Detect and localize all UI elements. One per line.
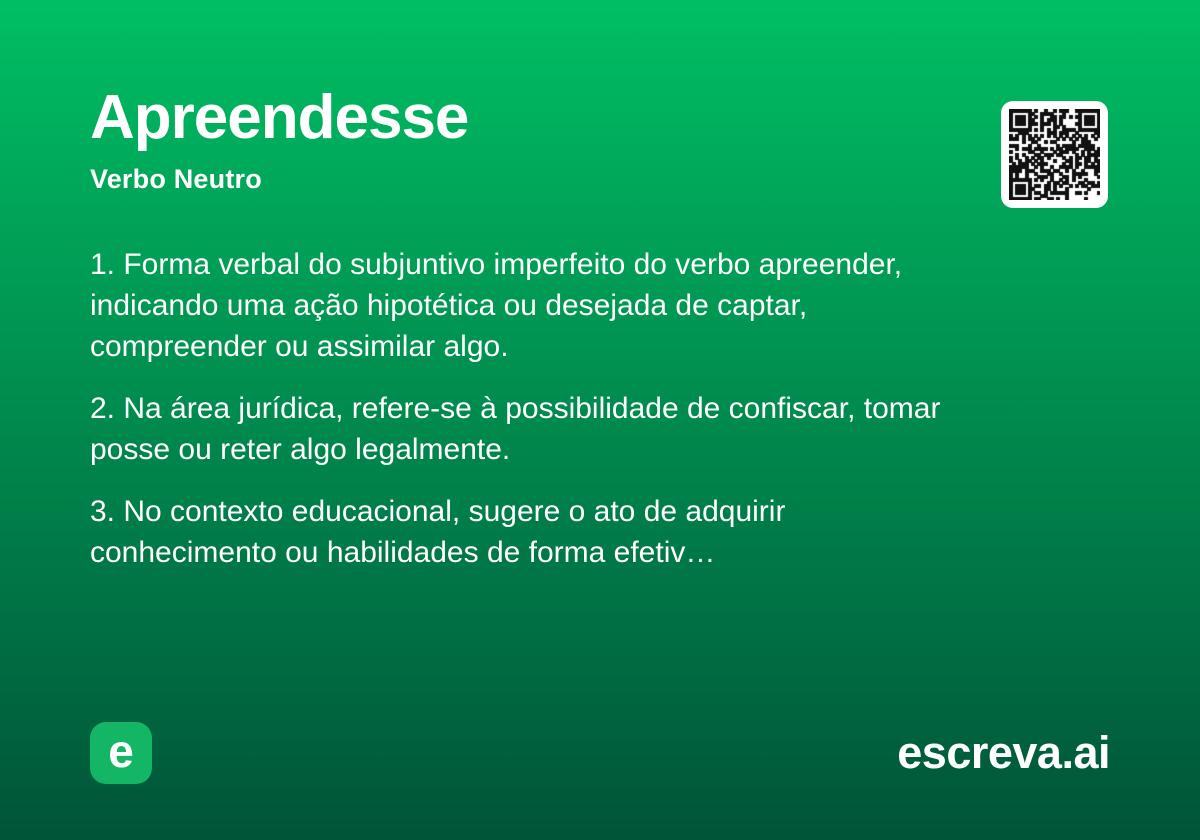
header bbox=[90, 84, 468, 195]
qr-code-pattern bbox=[1009, 109, 1100, 200]
escreva-logo-icon bbox=[90, 722, 152, 784]
qr-code-icon bbox=[1001, 101, 1108, 208]
footer bbox=[90, 720, 1110, 786]
definition: 2. Na área jurídica, refere-se à possibilidade de confiscar, tomar posse ou reter algo legalmente. bbox=[90, 392, 941, 466]
definition: 1. Forma verbal do subjuntivo imperfeito do verbo apreender, indicando uma ação hipotética ou desejada de captar, compreender ou assimilar algo. bbox=[90, 248, 903, 363]
brand-wordmark: escreva.ai bbox=[897, 727, 1110, 778]
logo-letter: e bbox=[108, 725, 134, 777]
word-title: Apreendesse bbox=[90, 83, 469, 152]
definition: 3. No contexto educacional, sugere o ato de adquirir conhecimento ou habilidades de forma efetiv… bbox=[90, 495, 786, 569]
definitions-list bbox=[90, 244, 1150, 594]
word-category: Verbo Neutro bbox=[90, 164, 262, 195]
